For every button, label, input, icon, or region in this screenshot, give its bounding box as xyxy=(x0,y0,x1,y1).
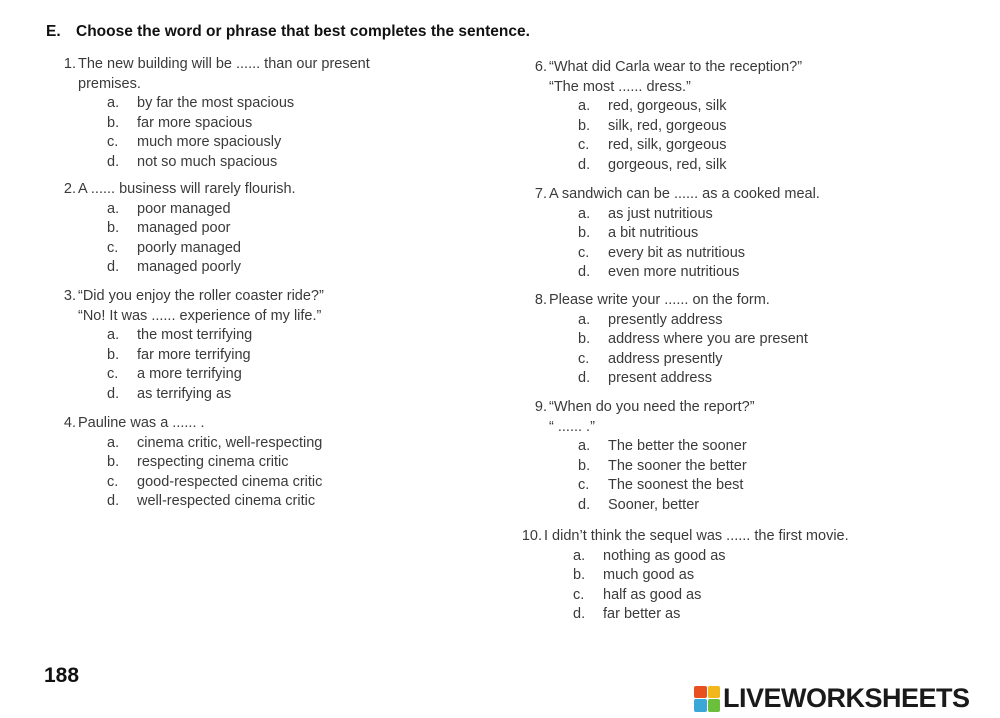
option-text: much more spaciously xyxy=(137,134,282,150)
answer-option[interactable] xyxy=(578,97,726,117)
answer-option[interactable] xyxy=(107,114,294,134)
option-letter: d. xyxy=(107,259,120,275)
option-letter: b. xyxy=(107,454,120,470)
option-letter: a. xyxy=(578,311,591,328)
question-stem: Please write your ...... on the form. xyxy=(549,292,770,308)
question-number: 9. xyxy=(534,399,547,415)
answer-option[interactable] xyxy=(107,239,241,259)
option-text: not so much spacious xyxy=(137,153,278,170)
option-text: red, gorgeous, silk xyxy=(608,98,727,114)
option-letter: a. xyxy=(107,95,120,111)
answer-option[interactable] xyxy=(578,476,747,496)
question-number: 8. xyxy=(534,292,547,308)
question-stem: “When do you need the report?” xyxy=(549,399,755,415)
answer-option[interactable] xyxy=(578,437,747,457)
option-text: managed poor xyxy=(137,220,231,236)
option-letter: b. xyxy=(578,117,591,134)
question-stem: “No! It was ...... experience of my life.” xyxy=(78,307,322,324)
answer-option[interactable] xyxy=(578,369,808,389)
option-text: far better as xyxy=(603,606,681,622)
option-text: good-respected cinema critic xyxy=(137,473,323,490)
option-letter: a. xyxy=(578,205,591,222)
question-number: 2. xyxy=(63,181,76,197)
option-text: as just nutritious xyxy=(608,205,713,222)
option-list xyxy=(578,205,745,283)
option-letter: c. xyxy=(578,137,590,153)
option-letter: c. xyxy=(107,134,119,150)
option-list xyxy=(107,200,241,278)
answer-option[interactable] xyxy=(573,547,726,567)
section-heading xyxy=(46,23,530,41)
answer-option[interactable] xyxy=(107,473,322,493)
option-letter: d. xyxy=(578,156,591,173)
answer-option[interactable] xyxy=(578,205,745,225)
option-text: poorly managed xyxy=(137,239,241,256)
option-text: silk, red, gorgeous xyxy=(608,117,727,134)
option-letter: b. xyxy=(107,114,120,131)
question-stem: premises. xyxy=(78,75,141,92)
answer-option[interactable] xyxy=(107,492,322,512)
page-number: 188 xyxy=(44,664,80,687)
option-letter: c. xyxy=(578,477,590,493)
answer-option[interactable] xyxy=(578,311,808,331)
option-text: gorgeous, red, silk xyxy=(608,156,727,173)
answer-option[interactable] xyxy=(578,224,745,244)
option-letter: c. xyxy=(578,350,590,367)
answer-option[interactable] xyxy=(578,156,726,176)
logo-text: LIVEWORKSHEETS xyxy=(723,683,970,713)
option-text: presently address xyxy=(608,311,723,328)
answer-option[interactable] xyxy=(107,200,241,220)
option-text: far more terrifying xyxy=(137,346,251,363)
option-text: Sooner, better xyxy=(608,496,700,513)
option-text: the most terrifying xyxy=(137,327,253,343)
answer-option[interactable] xyxy=(107,346,252,366)
option-letter: d. xyxy=(578,264,591,280)
option-text: well-respected cinema critic xyxy=(137,493,316,509)
option-text: a more terrifying xyxy=(137,366,242,382)
answer-option[interactable] xyxy=(107,365,252,385)
answer-option[interactable] xyxy=(107,326,252,346)
question-stem: A sandwich can be ...... as a cooked meal. xyxy=(549,186,820,202)
option-text: The soonest the best xyxy=(608,477,744,493)
answer-option[interactable] xyxy=(107,258,241,278)
option-letter: d. xyxy=(578,496,591,513)
option-text: red, silk, gorgeous xyxy=(608,137,727,153)
option-text: present address xyxy=(608,370,712,386)
option-list xyxy=(578,311,808,389)
option-letter: c. xyxy=(578,244,590,261)
option-text: The better the sooner xyxy=(608,438,747,454)
answer-option[interactable] xyxy=(578,117,726,137)
answer-option[interactable] xyxy=(107,133,294,153)
answer-option[interactable] xyxy=(107,153,294,173)
question-stem: Pauline was a ...... . xyxy=(78,415,205,431)
option-list xyxy=(578,437,747,515)
answer-option[interactable] xyxy=(578,263,745,283)
option-text: even more nutritious xyxy=(608,264,740,280)
option-list xyxy=(573,547,726,625)
question-stem: A ...... business will rarely flourish. xyxy=(78,181,296,197)
liveworksheets-logo[interactable] xyxy=(694,683,970,714)
option-letter: a. xyxy=(107,327,120,343)
question-stem: “Did you enjoy the roller coaster ride?” xyxy=(78,288,324,304)
option-text: poor managed xyxy=(137,200,231,217)
question-number: 7. xyxy=(534,186,547,202)
question-stem: “ ...... .” xyxy=(549,418,595,435)
question-number: 4. xyxy=(63,415,76,431)
option-text: far more spacious xyxy=(137,114,253,131)
option-text: as terrifying as xyxy=(137,385,232,402)
answer-option[interactable] xyxy=(573,586,726,606)
option-text: address presently xyxy=(608,350,723,367)
option-list xyxy=(107,326,252,404)
option-text: The sooner the better xyxy=(608,457,747,474)
option-text: respecting cinema critic xyxy=(137,454,289,470)
option-letter: b. xyxy=(107,346,120,363)
section-letter: E. xyxy=(46,23,61,40)
option-letter: d. xyxy=(107,153,120,170)
answer-option[interactable] xyxy=(573,566,726,586)
question-number: 3. xyxy=(63,288,76,304)
section-instruction: Choose the word or phrase that best completes the sentence. xyxy=(76,23,530,40)
option-letter: a. xyxy=(107,200,120,217)
option-letter: b. xyxy=(578,225,591,241)
option-letter: d. xyxy=(578,370,591,386)
option-letter: a. xyxy=(578,98,591,114)
answer-option[interactable] xyxy=(107,385,252,405)
answer-option[interactable] xyxy=(578,330,808,350)
option-text: managed poorly xyxy=(137,259,241,275)
answer-option[interactable] xyxy=(578,496,747,516)
option-text: every bit as nutritious xyxy=(608,244,746,261)
option-text: half as good as xyxy=(603,586,702,603)
option-letter: b. xyxy=(107,220,120,236)
question-number: 1. xyxy=(63,56,76,72)
question-stem: “What did Carla wear to the reception?” xyxy=(549,59,803,75)
logo-square xyxy=(694,699,707,712)
option-letter: c. xyxy=(107,473,119,490)
option-text: cinema critic, well-respecting xyxy=(137,434,323,451)
option-letter: b. xyxy=(578,331,591,347)
logo-mark-icon xyxy=(694,686,720,712)
option-list xyxy=(107,434,322,512)
option-letter: d. xyxy=(107,493,120,509)
logo-square xyxy=(708,686,721,699)
logo-square xyxy=(708,699,721,712)
question-number: 10. xyxy=(521,528,542,544)
answer-option[interactable] xyxy=(578,244,745,264)
option-letter: a. xyxy=(578,438,591,454)
option-text: by far the most spacious xyxy=(137,95,295,111)
answer-option[interactable] xyxy=(578,350,808,370)
option-letter: c. xyxy=(107,366,119,382)
answer-option[interactable] xyxy=(573,605,726,625)
question-stem: I didn’t think the sequel was ...... the first movie. xyxy=(544,528,849,544)
option-letter: c. xyxy=(107,239,119,256)
option-letter: a. xyxy=(573,547,586,564)
option-text: nothing as good as xyxy=(603,547,726,564)
answer-option[interactable] xyxy=(107,94,294,114)
option-list xyxy=(578,97,726,175)
option-letter: d. xyxy=(573,606,586,622)
option-letter: b. xyxy=(573,567,586,583)
question-stem: The new building will be ...... than our present xyxy=(78,56,370,72)
logo-square xyxy=(694,686,707,699)
answer-option[interactable] xyxy=(578,136,726,156)
question-stem: “The most ...... dress.” xyxy=(549,78,691,95)
option-list xyxy=(107,94,294,172)
option-letter: d. xyxy=(107,385,120,402)
answer-option[interactable] xyxy=(107,219,241,239)
option-text: a bit nutritious xyxy=(608,225,699,241)
option-letter: a. xyxy=(107,434,120,451)
option-letter: b. xyxy=(578,457,591,474)
answer-option[interactable] xyxy=(107,434,322,454)
option-text: much good as xyxy=(603,567,695,583)
question-number: 6. xyxy=(534,59,547,75)
option-letter: c. xyxy=(573,586,585,603)
answer-option[interactable] xyxy=(578,457,747,477)
option-text: address where you are present xyxy=(608,331,808,347)
answer-option[interactable] xyxy=(107,453,322,473)
